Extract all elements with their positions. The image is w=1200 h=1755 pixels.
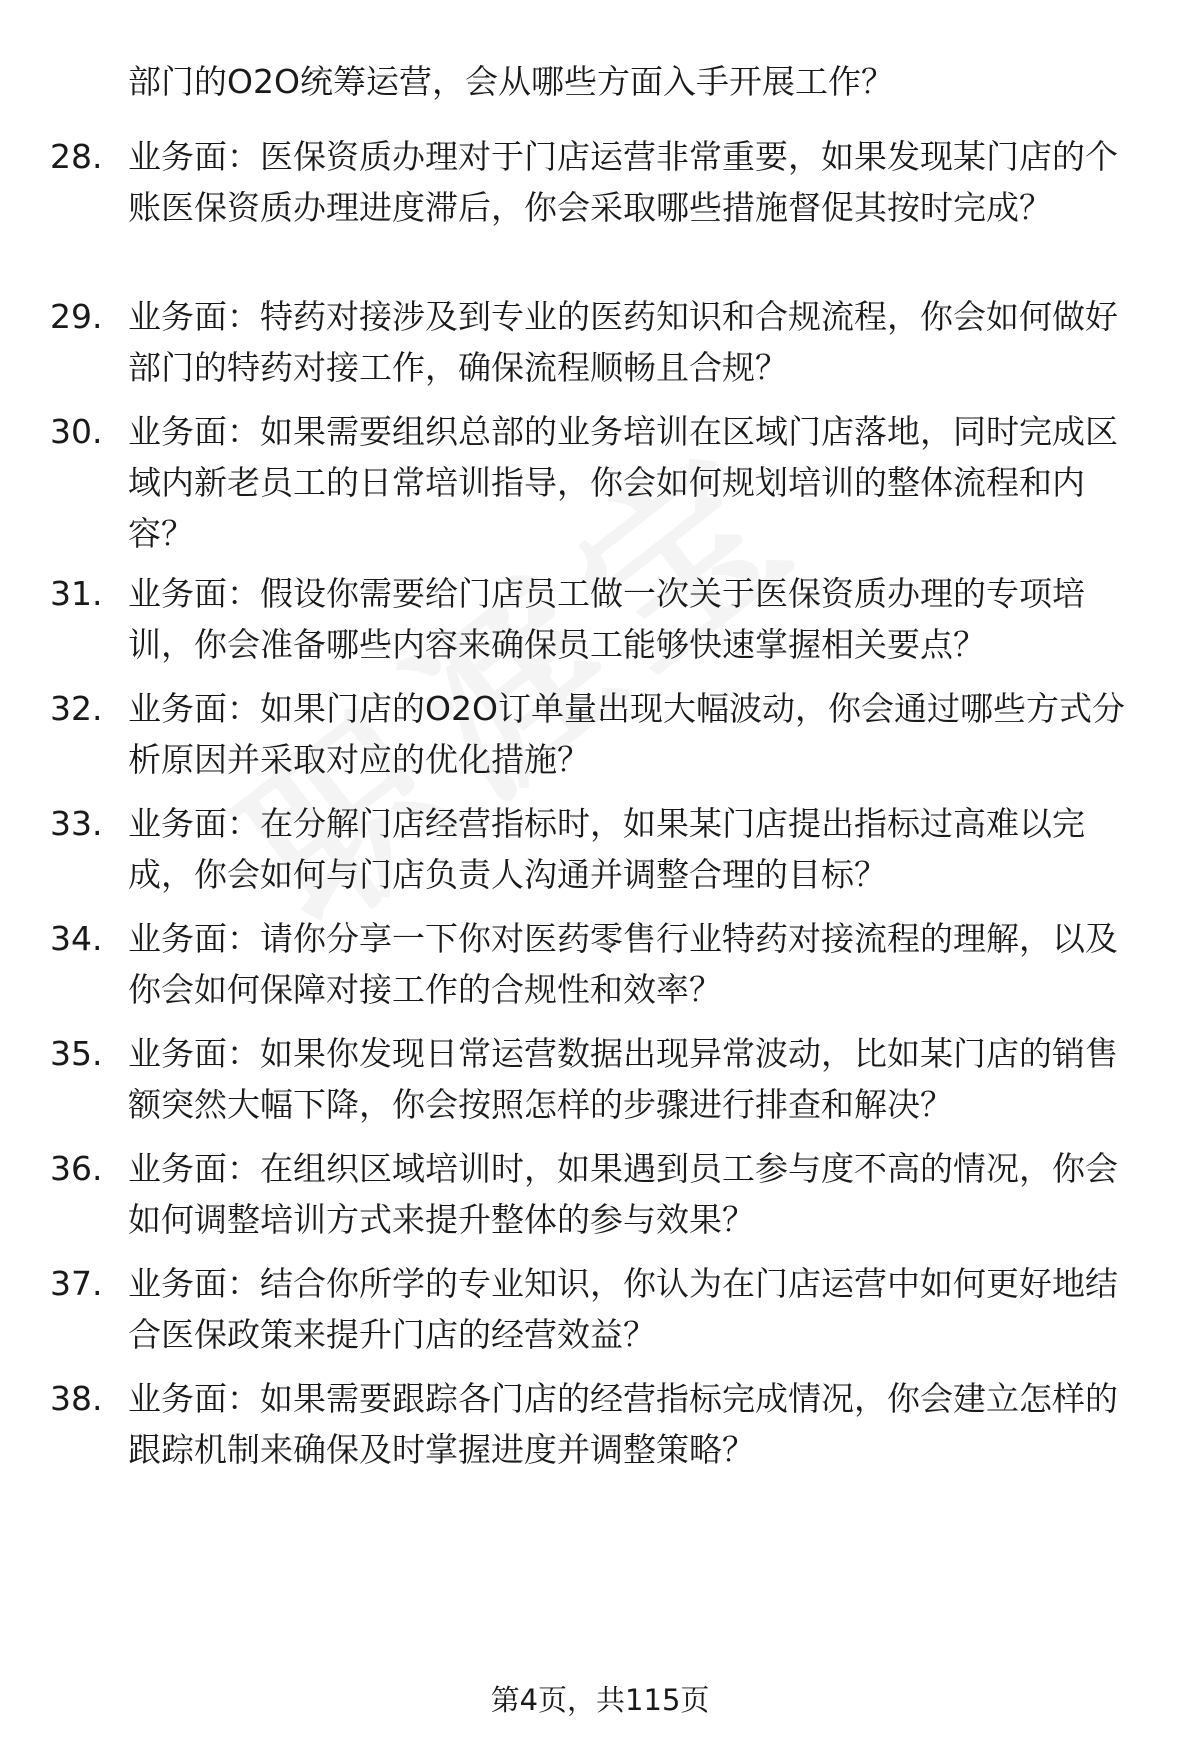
question-number: 29. — [50, 297, 103, 336]
question-number: 35. — [50, 1034, 103, 1073]
question-number: 37. — [50, 1264, 103, 1303]
question-text: 业务面：特药对接涉及到专业的医药知识和合规流程，你会如何做好部门的特药对接工作，确保流程顺畅且合规？ — [128, 297, 1118, 387]
question-text: 业务面：如果需要跟踪各门店的经营指标完成情况，你会建立怎样的跟踪机制来确保及时掌握进度并调整策略？ — [128, 1379, 1118, 1469]
question-number: 38. — [50, 1379, 103, 1418]
question-number: 28. — [50, 137, 103, 176]
question-text: 业务面：如果你发现日常运营数据出现异常波动，比如某门店的销售额突然大幅下降，你会按照怎样的步骤进行排查和解决？ — [128, 1034, 1118, 1124]
question-text: 业务面：假设你需要给门店员工做一次关于医保资质办理的专项培训，你会准备哪些内容来确保员工能够快速掌握相关要点？ — [128, 574, 1085, 664]
question-text: 业务面：在组织区域培训时，如果遇到员工参与度不高的情况，你会如何调整培训方式来提升整体的参与效果？ — [128, 1149, 1118, 1239]
question-text: 业务面：如果需要组织总部的业务培训在区域门店落地，同时完成区域内新老员工的日常培训指导，你会如何规划培训的整体流程和内容？ — [128, 412, 1118, 553]
question-number: 36. — [50, 1149, 103, 1188]
continuation-text: 部门的O2O统筹运营，会从哪些方面入手开展工作？ — [128, 62, 894, 101]
question-text: 业务面：请你分享一下你对医药零售行业特药对接流程的理解，以及你会如何保障对接工作的合规性和效率？ — [128, 919, 1118, 1009]
question-text: 业务面：结合你所学的专业知识，你认为在门店运营中如何更好地结合医保政策来提升门店的经营效益？ — [128, 1264, 1118, 1354]
question-number: 30. — [50, 412, 103, 451]
question-number: 32. — [50, 689, 103, 728]
question-text: 业务面：如果门店的O2O订单量出现大幅波动，你会通过哪些方式分析原因并采取对应的优化措施？ — [128, 689, 1125, 779]
question-text: 业务面：医保资质办理对于门店运营非常重要，如果发现某门店的个账医保资质办理进度滞后，你会采取哪些措施督促其按时完成？ — [128, 137, 1118, 227]
question-text: 业务面：在分解门店经营指标时，如果某门店提出指标过高难以完成，你会如何与门店负责人沟通并调整合理的目标？ — [128, 804, 1085, 894]
question-number: 34. — [50, 919, 103, 958]
question-number: 33. — [50, 804, 103, 843]
page-footer: 第4页，共115页 — [490, 1683, 710, 1717]
question-number: 31. — [50, 574, 103, 613]
